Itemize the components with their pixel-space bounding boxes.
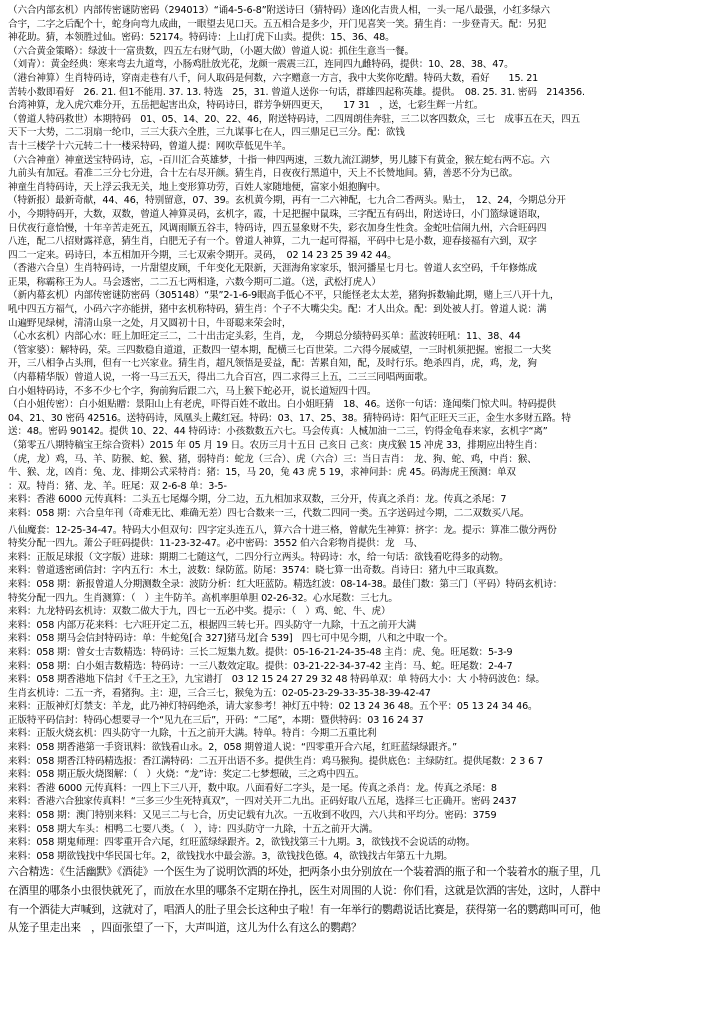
text-line: （刘青）：黄金经典：寒来弯去九道弯，小肠鸡肚放光花，龙颜一震震三江，连同四九雌特码，提供：10、28、38、47。 <box>8 59 514 71</box>
text-line: （虎，龙）鸡，马、羊、防猴、蛇、猴、猪，弱特肖：蛇龙（三合）、虎（六合）三：当日吉肖： 龙、狗、蛇、鸡，中肖：猴、 <box>8 453 537 465</box>
text-line: 来料：058 期：六合皇年刊（奇难无比、难确无差）四七合数来一三，代数二四同一类。五字送码过今期，二二双数买八尾。 <box>8 507 530 519</box>
text-line: 来料：058 期香江特码精选报：香江满特码：二五开出语不多。提供生肖：鸡马猴狗。提供底色：主绿防红。提供尾数：2 3 6 7 <box>8 755 543 767</box>
text-line: 九前头有加冠。看准二三分七分进，合十左右尽开颜。猜生肖，日夜夜行黑道中，天上不长赞地间。猜，善恶不分为已欲。 <box>8 168 518 180</box>
text-line: 来料：正版神灯灯禁支：羊龙，此乃神灯特码绝杀，请大家参考！神灯五中特：02 13 24 36 48。五个平：05 13 24 34 46。 <box>8 701 538 713</box>
text-line: 山遍野见绿树，清清山泉一之处，月又圆初十日，牛哥聪来荣会时， <box>8 317 292 329</box>
text-line: 来料：九龙特码玄机诗：双数二做大于九，四七一五必中奖。提示：（ ）鸡、蛇、牛、虎） <box>8 606 391 618</box>
text-line: 日伏夜行意恰慢，十年辛苦走死五，风调雨顺五谷丰，特码诗，四五显象财不失，彩衣加身生性贪。金蛇吐信闹九州，六合旺码四 <box>8 222 547 234</box>
text-line: 苦转小数即看好 26. 21. 但1不能用. 37. 13. 特选 25，31. 曾道人送你一句话，群雄四起称英雄。提供。 08. 25. 31. 密码 214356. <box>8 86 585 98</box>
text-line: 白小姐特码诗，不多不少七个字，狗前狗后跟二六，马上猴下蛇必开，说长道短四十四。 <box>8 385 377 397</box>
text-line: （心水玄机）内部心水：旺上加旺定三二，二十出击定头彩，生肖，龙， 今期总分绩特码买单：蓝波转旺吼：11、38、44 <box>8 331 521 343</box>
text-line: 小，今期特码开，大数，双数，曾道人神算灵码，玄机字，霞，十足把握中鼠珠，三字配五有码出，附送诗曰，小门篮绿谜语取， <box>8 208 547 220</box>
text-line: 来料：058 期欲钱找中华民国七年。2，欲钱找水中最会游。3，欲钱找色德。4，欲钱找古年第五十九期。 <box>8 850 453 862</box>
text-line: 特奖分配一四九。萧公子旺码提供：11-23-32-47。必中密码：3552 伯六合彩物肖提供：龙 马、 <box>8 538 423 550</box>
text-line: 四二一定来。码诗曰，本五相加开今期，三七双索令期开。灵码， 02 14 23 25 39 42 44。 <box>8 249 397 261</box>
text-line: 有一个酒徒大声喊到，这就对了，唱酒人的肚子里会长这种虫子啦！有一年举行的鹦鹉说话比赛是，获得第一名的鹦鹉叫可可，他 <box>8 903 601 916</box>
text-line: 正果，称霸称王为人。马会透密，二二五七两相逢，六数今期可二道。（送，武松打虎人） <box>8 276 381 288</box>
text-line: （管家婆）：解特码，荣。三四数稳自道道，正数四一望本期，配横三七百世荣。二六得今展威望，一三时机须把握。密报二一大奖 <box>8 344 551 356</box>
text-line: 从笼子里走出来 ，四面张望了一下，大声叫道，这儿为什么有这么的鹦鹉？ <box>8 922 362 935</box>
text-line: 生肖玄机诗：二五一齐，看猪狗。主：迎，三合三七，猴兔为五：02-05-23-29-33-35-38-39-42-47 <box>8 687 431 699</box>
text-line: 开，三八相争占头刑，但有一七兴家业。猜生肖，超凡领悟是妥益，配：苦累自知，配，及时行乐。绝杀四肖，虎，鸡，龙，狗 <box>8 358 537 370</box>
text-line: （六合内部玄机）内部传密谜防密码（294013）“诵4-5-6-8”附送诗曰（猜特码）逢凶化吉贵人相，一头一尾八最强，小红多绿六 <box>8 5 550 16</box>
text-line: （曾道人特码救世）本期特码 01、05、14、20、22、46，附送特码诗，二四周朗佳奔驻，三二以客四数众，三七 成事五在天，四五 <box>8 113 580 125</box>
text-line: 送：48。密码 90142。提供 10、22、44 特码诗：小孩数数五六七。马会传真：人械加油一二三，钓得金龟春来家，玄机字“离” <box>8 426 548 438</box>
text-line: 来料：058 期香港地下信封《千王之王》，九宝谱打 03 12 15 24 27 29 32 48 特码单双：单 特码大小：大 小特码波色：绿。 <box>8 674 545 686</box>
text-line: 来料：香港 6000 元传真料：一四上下三八开，数中取。八面看好二字头，是一尾。传真之杀肖：龙。传真之杀尾：8 <box>8 782 497 794</box>
text-line: 来料：058 期：白小姐吉数精选：特码诗：一三八数效定取。提供：03-21-22-34-37-42 主肖：马、蛇。旺尾数：2-4-7 <box>8 660 513 672</box>
text-line: 来料：香港 6000 元传真料：二头五七尾爆今期，分二边，五九相加求双数，三分开，传真之杀肖：龙。传真之杀尾：7 <box>8 494 507 506</box>
text-line: 吼中四五方福气，小码六字亦能拼，猪中玄机称特码，猜生肖：个子不大嘴尖尖。配：才人出众。配：到处被人打。曾道人说：满 <box>8 304 547 316</box>
text-line: 来料：058 期：新报曾道人分期测数全录：波防分析：红大旺蓝防。精选红波：08-14-38。最佳门数：第三门（平码）特码玄机诗： <box>8 578 563 590</box>
text-line: 神童生肖特码诗，天上浮云我无关，地上变形算功劳，百姓人家随地便，富家小姐抱胸中。 <box>8 181 386 193</box>
text-line: 在酒里的哪条小虫很快就死了，而放在水里的哪条不定期在挣扎，医生对周围的人说：你们看，这就是饮酒的害处，这时，人群中 <box>8 885 601 897</box>
text-line: 来料：058 期正版火烧图解：（ ）火烧：“龙”诗：奖定二七梦想破，三之鸡中四五。 <box>8 769 365 781</box>
text-line: （港台神算）生肖特码诗，穿南走巷有八千，问人取码是何数，六字赠意一方言，我中大奖你吃醋。特码大数，看好 15. 21 <box>8 72 539 84</box>
text-line: 来料：正版足球报（文字版）进球：期期二七随这气，二四分行立两头。特码诗：水，给一句话：欲钱看吃得多的动物。 <box>8 551 509 563</box>
text-line: 来料：058 期：曾女士吉数精选：特码诗：三长二短集九数。提供：05-16-21-24-35-48 主肖：虎、兔。旺尾数：5-3-9 <box>8 646 513 658</box>
text-line: 台湾神算，龙入虎穴难分开，五岳把起害出众，特码诗曰，群芳争妍四更天， 17 31 ，送，七彩生辉一片红。 <box>8 100 484 112</box>
text-line: （六合神童）神童送宝特码诗，忘，-百川汇合英雄梦，十指一伸四两速，三数九流江湖梦，男儿膝下有黄金，猴左蛇右两不忘。六 <box>8 154 550 166</box>
text-line: 来料：058 期大车头：相鸭二七要八类。（ ），诗：四头防守一九除，十五之前开大满。 <box>8 823 379 835</box>
text-line: 来料：正版火烧玄机：四头防守一九除，十五之前开大满。特单。特肖：今期二五重比利 <box>8 728 377 740</box>
text-line: 吉十三楼学十六元转二十一楼采特码，曾道人提：网吹草低见牛羊。 <box>8 140 292 152</box>
text-line: 来料：058 期：澳门特别来料：又见三二与七合，历史记载有九次。一五收到不收四，六八共和平均分。密码：3759 <box>8 810 497 822</box>
text-line: （第零五八期特稿宝王综合资料）2015 年 05 月 19 日。农历三月十五日 己亥日 己亥：庚戌猴 15 冲虎 33，排期应出特生肖： <box>8 440 543 451</box>
text-line: 来料：058 期马会信封特码诗：单：牛蛇兔[合 327]猪马龙[合 539] 四七可中见今期，八和之中取一个。 <box>8 633 453 645</box>
text-line: （白小姐传密）：白小姐贴贈：景阳山上有老虎，吓得百姓不敢出。白小姐旺猜 18、46。送你一句话：逢闻柴门惊犬叫。特码提供 <box>8 399 556 411</box>
text-line: （新内幕玄机）内部传密谜防密码（305148）“果”2-1-6-9眼高手低心不平，只能怪老太太差，猪狗拆数输此期，赌上三八开十九， <box>8 290 560 302</box>
text-line: （香港六合皇）生肖特码诗，一片甜望皮顾，千年变化无限新，天涯海角家家乐，银河播星七月七。曾道人玄空码，千年修炼成 <box>8 263 537 275</box>
text-line: ：双。特肖：猪、龙、羊。旺尾：双 2-6-8 单：3-5- <box>8 480 227 492</box>
text-line: 来料：香港六合独家传真料！“三多三少生死特真双”，一四对关开二九出。正码好取八五尾，选择三七正确开。密码 2437 <box>8 796 517 808</box>
text-line: （特新报）最新奇献，44、46，特别留意，07、39。玄机黄今期，再有一二六神配，七九合二香两头。贴士， 12、24，今期总分开 <box>8 195 566 207</box>
text-line: 正版特平码信封：特码心想要寻一个“见九在三后”，开码：“二尾”，本期：暨供特码：03 16 24 37 <box>8 714 424 726</box>
text-line: （内幕精华版）曾道人说，一将一马三五天，得出二九合百宫，四二求得三上五，二三三同唱两面歌。 <box>8 372 433 384</box>
text-line: 04、21、30 密码 42516。送特码诗，凤凰头上戴红冠。特码：03、17、25、38。猜特码诗：阳气正旺天三正，金生水多财五路。特 <box>8 412 571 424</box>
text-line: 来料：058 内部万花来料：七六旺开定二五，根据四三转七开。四头防守一九除，十五之前开大满 <box>8 619 416 631</box>
text-line: 六合精选：《生活幽默》《酒徒》一个医生为了说明饮酒的坏处，把两条小虫分别放在一个装着酒的瓶子和一个装着水的瓶子里，几 <box>8 866 601 879</box>
text-line: 八连，配二八招财露祥意，猜生肖，白肥无子有一个。曾道人神算，二九一起可得福，平码中七是小数，迎春接福有六到，双字 <box>8 236 537 248</box>
text-line: 牛、猴、龙，凶肖：兔、龙、排期公式采特肖：猪：15，马 20，兔 43 虎 5 19，求神问卦：虎 45。码海虎王预测：单双 <box>8 467 516 479</box>
text-line: 天下一大势，二二羽扇一纶巾，三三大获六全胜，三九谋事七在人，四三鼎足已三分。配：欲钱 <box>8 127 405 139</box>
text-line: 来料：058 期香港第一手资讯料：欲钱看山永。2，058 期曾道人说：“四零重开合六尾，红旺蓝绿绿跟齐。” <box>8 742 457 754</box>
text-line: 八仙魔套：12-25-34-47。特码大小但双句：四字定头连五八，算六合十进三格，曾献先生神算：挤字：龙。提示：算准二傲分两份 <box>8 524 557 536</box>
text-line: 特奖分配一四九。生肖测算：（ ）主牛防羊。高机率胆单胆 02-26-32。心水尾数：三七九。 <box>8 592 398 604</box>
text-line: 合宇，二字之后配个十，蛇身向弯九成曲，一眼望去见口天。五五相合是多少，开门见喜笑一笑。猜生肖：一步登青天。配：另犯 <box>8 18 547 30</box>
text-line: 来料：曾道透密函信封：字内五行：木土，波数：绿防蓝。防尾：3574：晓七算一出奇数。肖诗曰：猪九中三取真数。 <box>8 565 505 577</box>
text-line: 神花助。猜，本领胜过仙。密码：52174。特码诗：上山打虎下山卖。提供：15、36、48。 <box>8 32 395 44</box>
text-line: （六合黄金策略）：绿波十一富贵数，四五左右财气助，（小题大做）曾道人说：抓住生意当一餐。 <box>8 45 414 57</box>
text-line: 来料：058 期鬼师理：四零重开合六尾，红旺蓝绿绿跟齐。2，欲钱找第三十九期。3，欲钱找不会说话的动物。 <box>8 837 476 849</box>
